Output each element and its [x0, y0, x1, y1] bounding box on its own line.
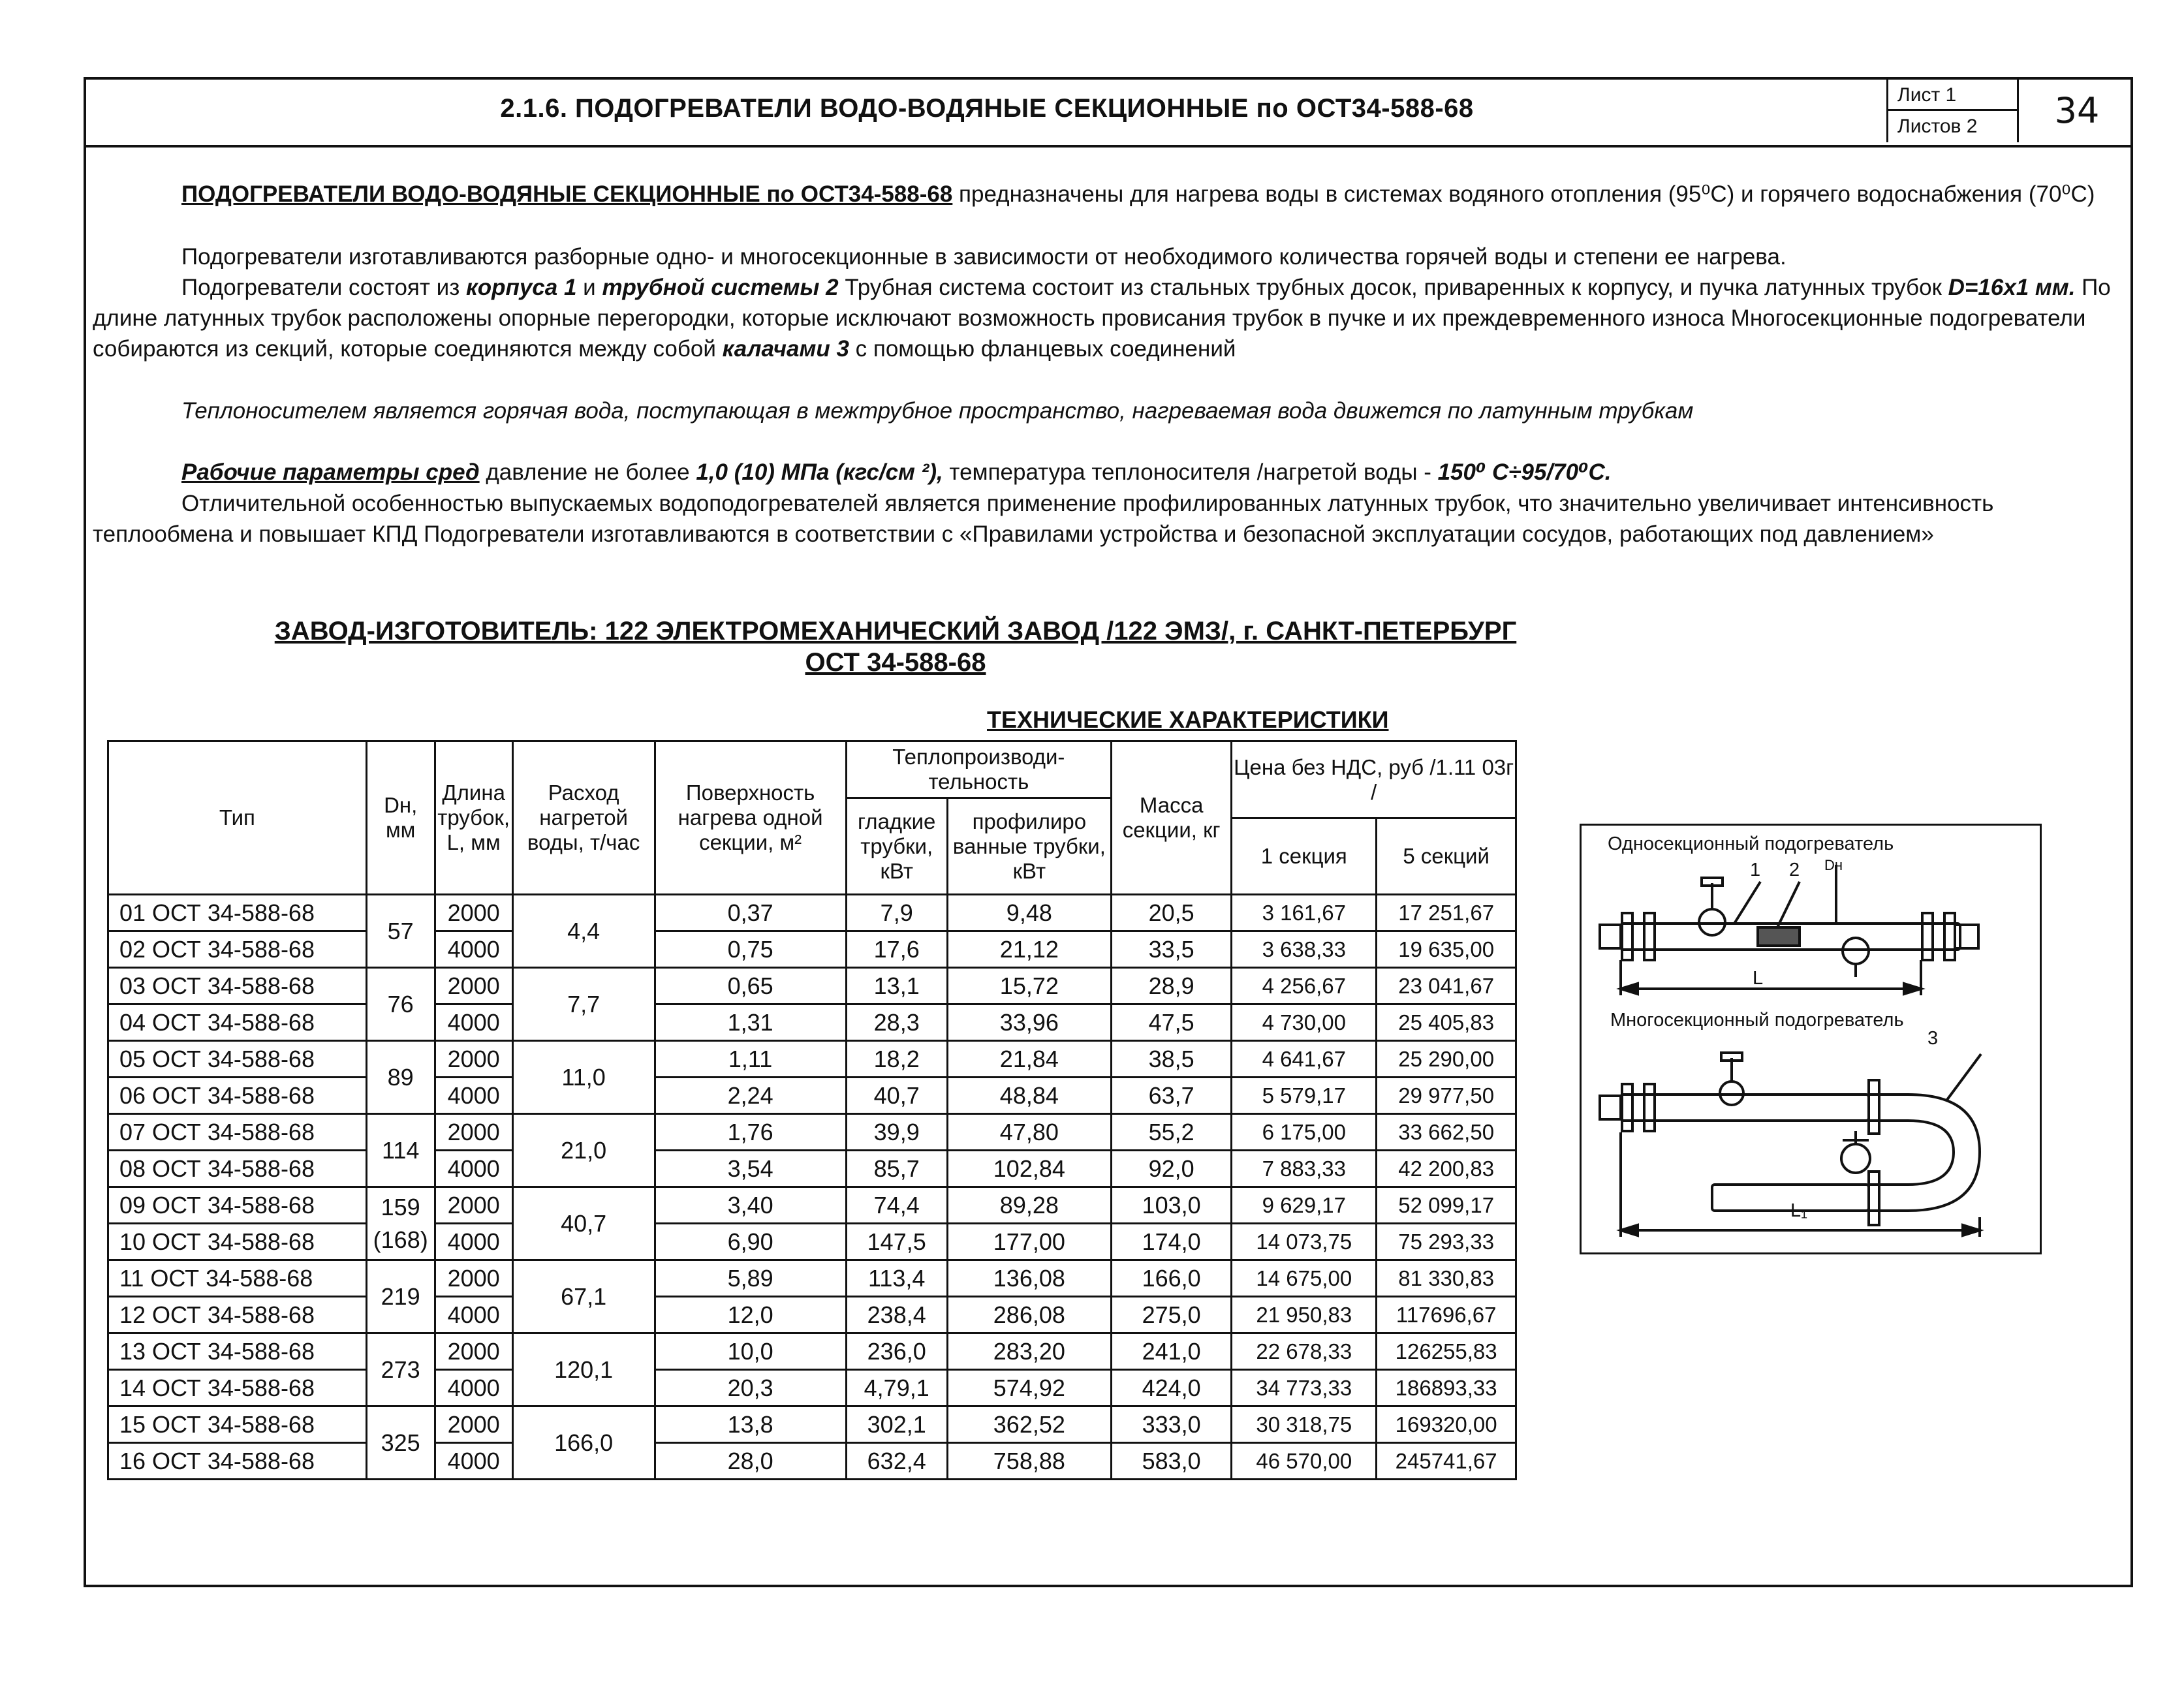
cell-type: 01 ОСТ 34-588-68 [108, 895, 367, 931]
intro-paragraph-5 [93, 457, 2123, 488]
cell-length: 4000 [435, 1004, 512, 1041]
cell-flow: 40,7 [512, 1187, 655, 1260]
cell-heat-prof: 21,12 [947, 931, 1111, 968]
sheet-label: Лист 1 [1888, 80, 2019, 111]
cell-mass: 20,5 [1112, 895, 1232, 931]
cell-heat-smooth: 147,5 [846, 1224, 947, 1260]
cell-type: 02 ОСТ 34-588-68 [108, 931, 367, 968]
cell-price-1: 30 318,75 [1232, 1406, 1377, 1443]
cell-type: 15 ОСТ 34-588-68 [108, 1406, 367, 1443]
cell-price-5: 169320,00 [1377, 1406, 1516, 1443]
intro-p5-pressure: 1,0 (10) МПа (кгс/см ²), [696, 459, 943, 485]
table-row [108, 1260, 1516, 1297]
heater-drawing [1582, 826, 2040, 1252]
cell-surface: 3,40 [655, 1187, 846, 1224]
page-number: 34 [2017, 80, 2135, 142]
cell-price-1: 4 256,67 [1232, 968, 1377, 1004]
intro-p5-a: давление не более [479, 459, 696, 485]
cell-heat-smooth: 17,6 [846, 931, 947, 968]
col-heat-prof-header: профилиро ванные трубки, кВт [947, 798, 1111, 895]
cell-price-1: 6 175,00 [1232, 1114, 1377, 1151]
intro-lead: ПОДОГРЕВАТЕЛИ ВОДО-ВОДЯНЫЕ СЕКЦИОННЫЕ по ОСТ34-588-68 [181, 181, 953, 207]
cell-type: 13 ОСТ 34-588-68 [108, 1333, 367, 1370]
intro-p3-kalach: калачами 3 [722, 336, 849, 362]
table-row [108, 1297, 1516, 1333]
cell-price-1: 4 641,67 [1232, 1041, 1377, 1078]
cell-mass: 63,7 [1112, 1078, 1232, 1114]
intro-p3-i: с помощью фланцевых соединений [849, 336, 1236, 362]
col-surface-header: Поверхность нагрева одной секции, м² [655, 741, 846, 895]
cell-price-5: 25 290,00 [1377, 1041, 1516, 1078]
table-title: ТЕХНИЧЕСКИЕ ХАРАКТЕРИСТИКИ [987, 706, 1389, 733]
cell-heat-prof: 177,00 [947, 1224, 1111, 1260]
table-row [108, 1224, 1516, 1260]
cell-heat-smooth: 39,9 [846, 1114, 947, 1151]
cell-surface: 6,90 [655, 1224, 846, 1260]
intro-p3-diameter: D=16x1 мм. [1948, 275, 2076, 300]
cell-surface: 2,24 [655, 1078, 846, 1114]
cell-price-5: 117696,67 [1377, 1297, 1516, 1333]
cell-length: 2000 [435, 1333, 512, 1370]
col-flow-header: Расход нагретой воды, т/час [512, 741, 655, 895]
cell-mass: 333,0 [1112, 1406, 1232, 1443]
cell-surface: 1,31 [655, 1004, 846, 1041]
cell-flow: 11,0 [512, 1041, 655, 1114]
cell-price-1: 21 950,83 [1232, 1297, 1377, 1333]
cell-surface: 0,65 [655, 968, 846, 1004]
cell-price-5: 75 293,33 [1377, 1224, 1516, 1260]
cell-flow: 67,1 [512, 1260, 655, 1333]
cell-heat-smooth: 113,4 [846, 1260, 947, 1297]
cell-surface: 5,89 [655, 1260, 846, 1297]
cell-flow: 4,4 [512, 895, 655, 968]
manufacturer-line-2: ОСТ 34-588-68 [805, 648, 986, 677]
cell-heat-smooth: 238,4 [846, 1297, 947, 1333]
col-heat-smooth-header: гладкие трубки, кВт [846, 798, 947, 895]
table-row [108, 895, 1516, 931]
col-dn-header: Dн, мм [366, 741, 435, 895]
cell-price-5: 245741,67 [1377, 1443, 1516, 1480]
intro-paragraph-4 [93, 396, 2123, 426]
intro-p5-temperature: 150⁰ С÷95/70⁰С. [1437, 459, 1612, 485]
cell-price-1: 3 638,33 [1232, 931, 1377, 968]
multi-section-label: Многосекционный подогреватель [1610, 1010, 1904, 1031]
cell-price-5: 29 977,50 [1377, 1078, 1516, 1114]
cell-dn: 76 [366, 968, 435, 1041]
intro-p6: Отличительной особенностью выпускаемых водоподогревателей является применение профилированных латунных трубок, что значительно увеличивает интенсивность теплообмена и повышает КПД Подогреватели изготавливаются в соответствии с «Правилами устройства и безопасной эксплуатации сосудов, работающих под давлением» [93, 491, 1994, 547]
cell-mass: 38,5 [1112, 1041, 1232, 1078]
page-frame [84, 77, 2133, 1587]
cell-mass: 583,0 [1112, 1443, 1232, 1480]
cell-type: 06 ОСТ 34-588-68 [108, 1078, 367, 1114]
cell-heat-prof: 89,28 [947, 1187, 1111, 1224]
cell-type: 12 ОСТ 34-588-68 [108, 1297, 367, 1333]
single-heater-drawing [1600, 865, 1978, 995]
col-heat-header: Теплопроизводи-тельность [846, 741, 1111, 798]
length-label-multi: L₁ [1790, 1200, 1807, 1221]
cell-surface: 0,75 [655, 931, 846, 968]
cell-heat-smooth: 7,9 [846, 895, 947, 931]
cell-heat-smooth: 18,2 [846, 1041, 947, 1078]
table-row [108, 1151, 1516, 1187]
cell-price-1: 34 773,33 [1232, 1370, 1377, 1406]
cell-surface: 0,37 [655, 895, 846, 931]
cell-length: 2000 [435, 1260, 512, 1297]
table-row [108, 1333, 1516, 1370]
cell-heat-prof: 15,72 [947, 968, 1111, 1004]
cell-length: 4000 [435, 1151, 512, 1187]
table-row [108, 931, 1516, 968]
cell-heat-prof: 283,20 [947, 1333, 1111, 1370]
heater-diagram [1580, 824, 2042, 1254]
cell-type: 10 ОСТ 34-588-68 [108, 1224, 367, 1260]
intro-p3-g: По длине латунных трубок расположены опорные перегородки, которые исключают возможность провисания трубок в пучке и их преждевременного износа Многосекционные подогреватели собираются из секций, которые соединяются между собой [93, 275, 2111, 362]
cell-length: 4000 [435, 1078, 512, 1114]
cell-dn: 325 [366, 1406, 435, 1480]
table-row [108, 1187, 1516, 1224]
cell-mass: 424,0 [1112, 1370, 1232, 1406]
cell-heat-smooth: 13,1 [846, 968, 947, 1004]
cell-heat-prof: 48,84 [947, 1078, 1111, 1114]
cell-price-5: 19 635,00 [1377, 931, 1516, 968]
cell-price-1: 9 629,17 [1232, 1187, 1377, 1224]
intro-p5-c: температура теплоносителя /нагретой воды - [943, 459, 1438, 485]
cell-price-1: 3 161,67 [1232, 895, 1377, 931]
cell-surface: 12,0 [655, 1297, 846, 1333]
intro-p3-c: и [576, 275, 602, 300]
cell-length: 4000 [435, 1224, 512, 1260]
cell-mass: 28,9 [1112, 968, 1232, 1004]
col-length-header: Длина трубок, L, мм [435, 741, 512, 895]
table-row [108, 1041, 1516, 1078]
col-type-header: Тип [108, 741, 367, 895]
cell-surface: 3,54 [655, 1151, 846, 1187]
intro-paragraph-3 [93, 272, 2123, 364]
cell-price-5: 81 330,83 [1377, 1260, 1516, 1297]
cell-length: 4000 [435, 1443, 512, 1480]
cell-mass: 55,2 [1112, 1114, 1232, 1151]
spec-table [107, 740, 1517, 1480]
cell-surface: 10,0 [655, 1333, 846, 1370]
intro-p4: Теплоносителем является горячая вода, поступающая в межтрубное пространство, нагреваемая вода движется по латунным трубкам [181, 398, 1694, 424]
intro-p3-tubes: трубной системы 2 [602, 275, 839, 300]
cell-heat-prof: 758,88 [947, 1443, 1111, 1480]
cell-dn: 114 [366, 1114, 435, 1187]
cell-surface: 13,8 [655, 1406, 846, 1443]
col-price-5-header: 5 секций [1377, 818, 1516, 895]
spec-table-body [108, 895, 1516, 1480]
cell-price-1: 14 675,00 [1232, 1260, 1377, 1297]
cell-type: 08 ОСТ 34-588-68 [108, 1151, 367, 1187]
cell-heat-smooth: 40,7 [846, 1078, 947, 1114]
cell-dn: 89 [366, 1041, 435, 1114]
cell-type: 14 ОСТ 34-588-68 [108, 1370, 367, 1406]
cell-price-1: 5 579,17 [1232, 1078, 1377, 1114]
cell-type: 05 ОСТ 34-588-68 [108, 1041, 367, 1078]
cell-dn: 273 [366, 1333, 435, 1406]
cell-price-1: 46 570,00 [1232, 1443, 1377, 1480]
cell-heat-prof: 136,08 [947, 1260, 1111, 1297]
cell-price-5: 52 099,17 [1377, 1187, 1516, 1224]
cell-length: 2000 [435, 1114, 512, 1151]
intro-paragraph-1 [93, 179, 2123, 210]
cell-type: 07 ОСТ 34-588-68 [108, 1114, 367, 1151]
page-title: 2.1.6. ПОДОГРЕВАТЕЛИ ВОДО-ВОДЯНЫЕ СЕКЦИОННЫЕ по ОСТ34-588-68 [500, 94, 1474, 123]
cell-mass: 103,0 [1112, 1187, 1232, 1224]
cell-mass: 33,5 [1112, 931, 1232, 968]
cell-type: 11 ОСТ 34-588-68 [108, 1260, 367, 1297]
cell-heat-smooth: 632,4 [846, 1443, 947, 1480]
cell-surface: 1,11 [655, 1041, 846, 1078]
col-mass-header: Масса секции, кг [1112, 741, 1232, 895]
cell-heat-prof: 9,48 [947, 895, 1111, 931]
cell-length: 2000 [435, 1041, 512, 1078]
length-label: L [1753, 968, 1764, 989]
cell-length: 4000 [435, 931, 512, 968]
cell-flow: 7,7 [512, 968, 655, 1041]
intro-p3-a: Подогреватели состоят из [181, 275, 466, 300]
intro-p3-e: Трубная система состоит из стальных трубных досок, приваренных к корпусу, и пучка латунных трубок [838, 275, 1948, 300]
cell-surface: 20,3 [655, 1370, 846, 1406]
cell-length: 4000 [435, 1297, 512, 1333]
table-row [108, 1004, 1516, 1041]
cell-mass: 47,5 [1112, 1004, 1232, 1041]
col-price-header: Цена без НДС, руб /1.11 03г / [1232, 741, 1516, 818]
cell-type: 16 ОСТ 34-588-68 [108, 1443, 367, 1480]
cell-price-5: 33 662,50 [1377, 1114, 1516, 1151]
cell-heat-smooth: 4,79,1 [846, 1370, 947, 1406]
col-price-1-header: 1 секция [1232, 818, 1377, 895]
table-row [108, 1370, 1516, 1406]
manufacturer-line-1: ЗАВОД-ИЗГОТОВИТЕЛЬ: 122 ЭЛЕКТРОМЕХАНИЧЕСКИЙ ЗАВОД /122 ЭМЗ/, г. САНКТ-ПЕТЕРБУРГ [274, 617, 1517, 645]
cell-length: 2000 [435, 1187, 512, 1224]
cell-price-5: 126255,83 [1377, 1333, 1516, 1370]
multi-heater-drawing [1600, 1053, 1981, 1237]
header [86, 80, 2130, 148]
cell-flow: 120,1 [512, 1333, 655, 1406]
cell-price-5: 186893,33 [1377, 1370, 1516, 1406]
working-params-lead: Рабочие параметры сред [181, 459, 480, 485]
cell-price-1: 14 073,75 [1232, 1224, 1377, 1260]
cell-length: 2000 [435, 968, 512, 1004]
cell-heat-prof: 102,84 [947, 1151, 1111, 1187]
cell-price-1: 4 730,00 [1232, 1004, 1377, 1041]
intro-paragraph-2 [93, 241, 2123, 272]
table-row [108, 1114, 1516, 1151]
intro-p2: Подогреватели изготавливаются разборные одно- и многосекционные в зависимости от необходимого количества горячей воды и степени ее нагрева. [181, 244, 1786, 270]
cell-price-5: 42 200,83 [1377, 1151, 1516, 1187]
cell-mass: 275,0 [1112, 1297, 1232, 1333]
cell-heat-smooth: 85,7 [846, 1151, 947, 1187]
cell-heat-smooth: 28,3 [846, 1004, 947, 1041]
cell-heat-smooth: 236,0 [846, 1333, 947, 1370]
cell-length: 2000 [435, 1406, 512, 1443]
cell-dn: 219 [366, 1260, 435, 1333]
cell-heat-prof: 33,96 [947, 1004, 1111, 1041]
callout-1: 1 [1750, 860, 1761, 880]
cell-mass: 166,0 [1112, 1260, 1232, 1297]
sheets-total-label: Листов 2 [1897, 116, 1978, 137]
dn-label: Dн [1824, 857, 1843, 873]
cell-dn: 159 (168) [366, 1187, 435, 1260]
cell-type: 04 ОСТ 34-588-68 [108, 1004, 367, 1041]
table-row [108, 968, 1516, 1004]
cell-type: 03 ОСТ 34-588-68 [108, 968, 367, 1004]
cell-heat-prof: 286,08 [947, 1297, 1111, 1333]
cell-flow: 21,0 [512, 1114, 655, 1187]
intro-paragraph-6 [93, 488, 2123, 550]
callout-3: 3 [1927, 1028, 1939, 1049]
cell-price-5: 25 405,83 [1377, 1004, 1516, 1041]
cell-length: 4000 [435, 1370, 512, 1406]
cell-surface: 28,0 [655, 1443, 846, 1480]
cell-price-1: 22 678,33 [1232, 1333, 1377, 1370]
table-row [108, 1443, 1516, 1480]
intro-p3-body: корпуса 1 [465, 275, 577, 300]
cell-heat-prof: 47,80 [947, 1114, 1111, 1151]
cell-mass: 241,0 [1112, 1333, 1232, 1370]
cell-type: 09 ОСТ 34-588-68 [108, 1187, 367, 1224]
cell-price-5: 17 251,67 [1377, 895, 1516, 931]
table-row [108, 1406, 1516, 1443]
cell-heat-prof: 574,92 [947, 1370, 1111, 1406]
cell-price-1: 7 883,33 [1232, 1151, 1377, 1187]
sheet-box [1886, 80, 2019, 142]
cell-heat-smooth: 302,1 [846, 1406, 947, 1443]
table-row [108, 1078, 1516, 1114]
single-section-label: Односекционный подогреватель [1608, 833, 1894, 854]
cell-heat-prof: 21,84 [947, 1041, 1111, 1078]
cell-length: 2000 [435, 895, 512, 931]
cell-price-5: 23 041,67 [1377, 968, 1516, 1004]
callout-2: 2 [1789, 860, 1800, 880]
cell-heat-smooth: 74,4 [846, 1187, 947, 1224]
cell-mass: 174,0 [1112, 1224, 1232, 1260]
cell-heat-prof: 362,52 [947, 1406, 1111, 1443]
intro-p1-rest: предназначены для нагрева воды в системах водяного отопления (95⁰С) и горячего водоснабжения (70⁰С) [952, 181, 2095, 207]
cell-flow: 166,0 [512, 1406, 655, 1480]
cell-dn: 57 [366, 895, 435, 968]
cell-mass: 92,0 [1112, 1151, 1232, 1187]
cell-surface: 1,76 [655, 1114, 846, 1151]
